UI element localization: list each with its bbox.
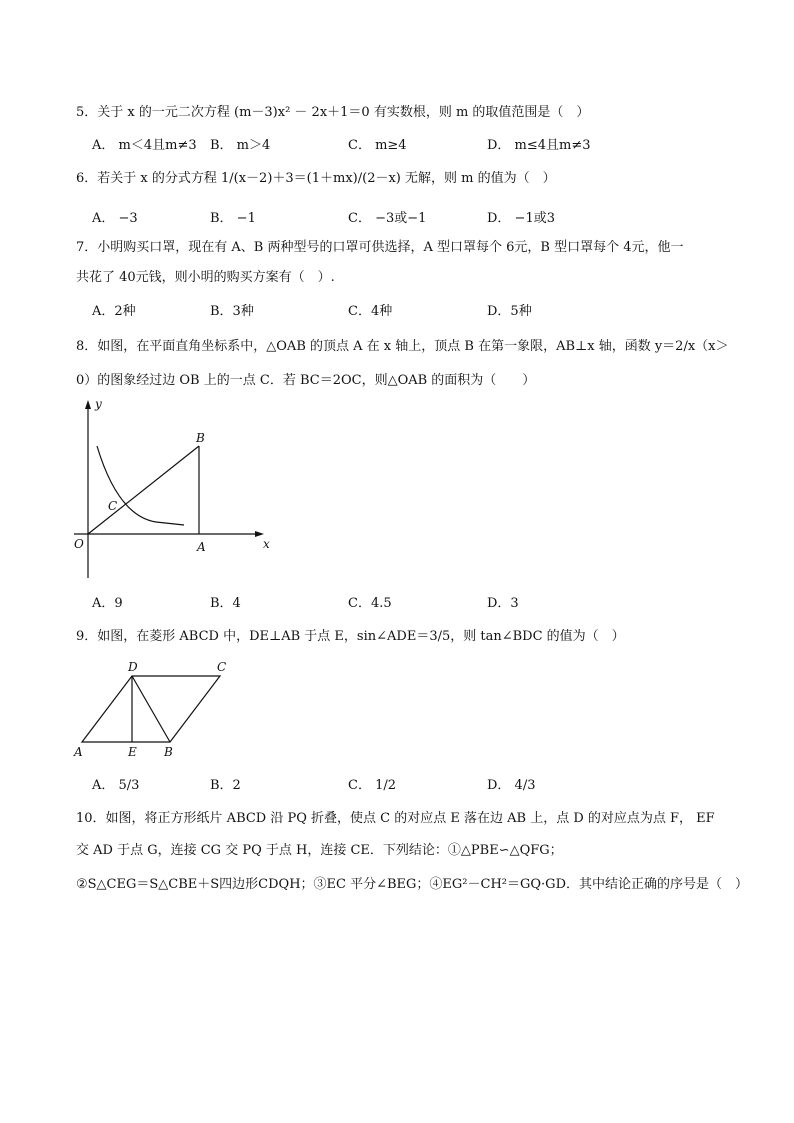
option-d: D． 4/3	[487, 778, 536, 793]
label-b: B	[164, 745, 173, 759]
option-c: C．4.5	[348, 596, 392, 611]
question-8-stem: 8．如图，在平面直角坐标系中，△OAB 的顶点 A 在 x 轴上，顶点 B 在第一象限，AB⊥x 轴，函数 y＝2/x（x＞	[76, 339, 729, 354]
label-e: E	[128, 745, 137, 759]
question-8-stem-cont: 0）的图象经过边 OB 上的一点 C．若 BC＝2OC，则△OAB 的面积为（ ）	[76, 373, 536, 388]
option-d: D．3	[487, 596, 519, 611]
question-5-options	[92, 134, 692, 152]
label-c: C	[108, 499, 118, 513]
option-c: C． 1/2	[348, 778, 397, 793]
question-8-options	[92, 592, 692, 610]
label-y: y	[95, 397, 102, 411]
option-d: D．5种	[487, 304, 532, 319]
question-10-stem-cont2: ②S△CEG＝S△CBE＋S四边形CDQH；③EC 平分∠BEG；④EG²－CH²＝GQ·GD．其中结论正确的序号是（ ）	[76, 877, 748, 892]
question-10-stem-cont: 交 AD 于点 G，连接 CG 交 PQ 于点 H，连接 CE．下列结论：①△PBE∽△QFG；	[76, 843, 563, 858]
option-c: C． m≥4	[348, 138, 407, 153]
question-9-options	[92, 774, 692, 792]
option-c: C．4种	[348, 304, 393, 319]
label-x: x	[263, 537, 270, 551]
question-7-options	[92, 300, 692, 318]
option-c: C． −3或−1	[348, 211, 427, 226]
option-b: B．2	[210, 778, 241, 793]
label-a: A	[74, 745, 83, 759]
option-a: A． −3	[92, 211, 138, 226]
y-axis-arrow	[85, 400, 91, 409]
option-a: A． 5/3	[92, 778, 140, 793]
question-6-stem: 6．若关于 x 的分式方程 1/(x－2)＋3＝(1＋mx)/(2－x) 无解，则 m 的值为（ ）	[76, 171, 556, 186]
option-a: A．2种	[92, 304, 136, 319]
question-7-stem-cont: 共花了 40元钱，则小明的购买方案有（ ）.	[76, 270, 335, 285]
question-9-figure	[72, 656, 232, 760]
label-c: C	[217, 660, 227, 674]
question-6-options	[92, 207, 692, 225]
option-b: B．4	[210, 596, 241, 611]
label-o: O	[74, 537, 84, 551]
label-b: B	[196, 431, 205, 445]
option-b: B．3种	[210, 304, 254, 319]
segment-bd	[132, 676, 170, 742]
question-7-stem: 7．小明购买口罩，现在有 A、B 两种型号的口罩可供选择，A 型口罩每个 6元，B 型口罩每个 4元，他一	[76, 240, 684, 255]
hyperbola-curve	[97, 446, 184, 525]
question-8-figure	[66, 396, 286, 582]
label-d: D	[128, 660, 138, 674]
option-a: A．9	[92, 596, 123, 611]
question-5-stem: 5．关于 x 的一元二次方程 (m－3)x² － 2x＋1＝0 有实数根，则 m 的取值范围是（ ）	[76, 105, 590, 120]
option-d: D． −1或3	[487, 211, 555, 226]
option-a: A． m＜4且m≠3	[92, 138, 197, 153]
question-9-stem: 9．如图，在菱形 ABCD 中，DE⊥AB 于点 E，sin∠ADE＝3/5，则 tan∠BDC 的值为（ ）	[76, 629, 625, 644]
question-10-stem: 10．如图，将正方形纸片 ABCD 沿 PQ 折叠，使点 C 的对应点 E 落在边 AB 上，点 D 的对应点为点 F， EF	[76, 811, 715, 826]
option-b: B． −1	[210, 211, 256, 226]
segment-ob	[88, 446, 199, 534]
label-a: A	[197, 540, 206, 554]
option-d: D． m≤4且m≠3	[487, 138, 591, 153]
option-b: B． m＞4	[210, 138, 271, 153]
